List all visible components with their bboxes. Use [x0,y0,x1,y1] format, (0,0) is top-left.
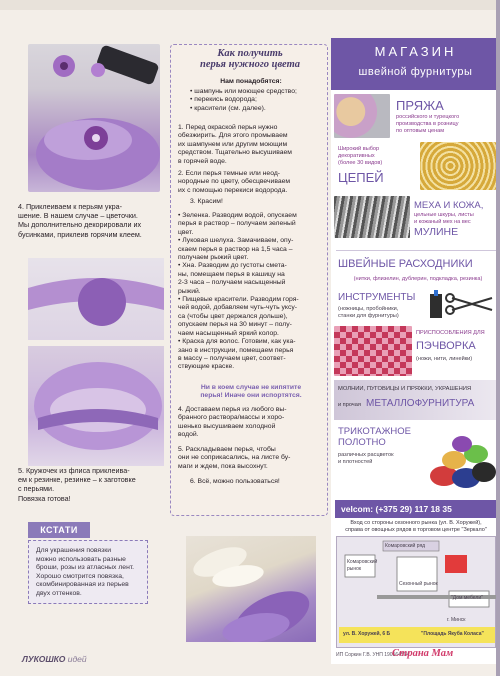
metal-and: и прочая [338,402,361,408]
supplies-sub: (нитки, флизелин, дублерин, подкладка, резинка) [353,276,483,282]
knit-image [426,424,498,496]
patchwork-sub2: (ножи, нити, линейки) [416,356,473,362]
tools-image [426,288,496,322]
chains-title: ЦЕПЕЙ [338,170,384,185]
yarn-image [334,94,390,138]
needs-title: Нам понадобятся: [220,78,282,85]
map-label: г. Минск [447,617,466,623]
page-edge [496,0,500,676]
fur-title: МЕХА И КОЖА, [414,200,484,211]
photo-finished-band [28,346,164,466]
map-label: ул. В. Хоружей, 6 Б [343,631,391,637]
shop-subtitle: швейной фурнитуры [358,66,473,78]
left-step5-text: 5. Кружочек из флиса приклеива- ем к резинке, резинке – к заготовке с перьями. Повязка готова! [18,466,136,503]
map-label: Сезонный рынок [399,581,438,587]
location-map [336,536,496,648]
metal-line: МОЛНИИ, ПУГОВИЦЫ И ПРЯЖКИ, УКРАШЕНИЯ [338,386,472,392]
tools-sub: (ножницы, пробойники, станки для фурнитуры) [338,306,399,319]
kstati-note: Для украшения повязки можно использовать разные броши, розы из атласных лент. Хорошо смотрится повязка, скомбинированная из перьев двух оттенков. [28,540,148,604]
page-top-strip [0,0,500,10]
kstati-label: КСТАТИ [28,522,90,538]
mid-step4: 4. Доставаем перья из любого вы- бранного раствора/массы и хоро- шенько высушиваем холодной водой. [178,406,287,439]
left-step4-text: 4. Приклеиваем к перьям укра- шение. В нашем случае – цветочки. Мы дополнительно декорировали их бусинками, приклеив горячим клеем. [18,202,142,239]
supplies-title: ШВЕЙНЫЕ РАСХОДНИКИ [338,258,473,270]
site-watermark: Страна Мам [392,648,454,659]
photo-glue-gun-flowers [28,44,160,192]
map-label: "Площадь Якуба Коласа" [421,631,484,637]
knit-title: ТРИКОТАЖНОЕ ПОЛОТНО [338,426,411,448]
instructions-title: Как получить перья нужного цвета [200,48,300,70]
mouline-title: МУЛИНЕ [414,226,459,238]
map-label: Комаровский рынок [347,559,378,572]
warning-text: Ни в коем случае не кипятите перья! Иначе они испортятся. [200,384,302,400]
divider [336,250,496,251]
needs-list: • шампунь или моющее средство; • перекись водорода; • красители (см. далее). [190,88,297,112]
patchwork-image [334,326,412,376]
fur-sub: цельные шкуры, листы и кожаный мех на вес [414,212,474,225]
mid-step6: 6. Всё, можно пользоваться! [190,478,280,485]
footer-logo-name: ЛУКОШКО [22,654,66,664]
shop-address: Вход со стороны сезонного рынка (ул. В. Хоружей), справа от овощных рядов в торговом центре "Зеркало" [345,520,487,533]
patchwork-sub: ПРИСПОСОБЛЕНИЯ ДЛЯ [416,330,485,336]
patchwork-title: ПЭЧВОРКА [416,340,476,352]
knit-sub: различных расцветок и плотностей [338,452,394,465]
chains-image [420,142,496,190]
phone-number: velcom: (+375 29) 117 18 35 [335,500,497,518]
photo-headband [28,258,164,340]
map-label: Комаровский ряд [385,543,426,549]
shop-title: МАГАЗИН [374,44,457,59]
chains-sub: Широкий выбор декоративных (более 30 видов) [338,146,383,166]
mid-step5: 5. Раскладываем перья, чтобы они не соприкасались, на листе бу- маги и ждем, пока высохнут. [178,446,291,470]
mid-step1: 1. Перед окраской перья нужно обезжирить. Для этого промываем их шампунем или другим моющим средством. Тщательно высушиваем в горячей воде. [178,124,292,165]
map-label: "Дом мебели" [451,595,483,601]
company-id: ИП Соркин Г.В. УНП 190564504 [336,652,410,658]
mid-step2: 2. Если перья темные или неод- нородные по цвету, обесцвечиваем их с помощью перекиси водорода. [178,170,291,194]
metal-title: МЕТАЛЛОФУРНИТУРА [366,398,475,409]
dyes-list: • Зеленка. Разводим водой, опускаем перья в раствор – получаем зеленый цвет. • Луковая шелуха. Замачиваем, опу- скаем перья в раствор на 1,5 часа – получаем рыжий цвет. • Хна. Разводим до густоты смета- ны, помещаем перья в кашицу на 2-3 часа – получаем насыщенный рыжий. • Пищевые красители. Разводим горя- чей водой, добавляем чуть-чуть уксу- са (чтобы цвет держался дольше), опускаем перья на 30 минут – полу- чаем насыщенный яркий колор. • Краска для волос. Готовим, как ука- зано в инструкции, помещаем перья в массу – получаем цвет, соответ- ствующие краске. [178,212,299,371]
photo-drying-feathers [186,536,316,642]
fur-image [334,196,410,238]
mid-step3: 3. Красим! [190,198,223,205]
yarn-title: ПРЯЖА [396,98,444,113]
yarn-sub: российского и турецкого производства в розницу по оптовым ценам [396,114,460,134]
tools-title: ИНСТРУМЕНТЫ [338,292,416,303]
footer-logo-suffix: идей [65,654,87,664]
footer-logo [22,654,87,664]
